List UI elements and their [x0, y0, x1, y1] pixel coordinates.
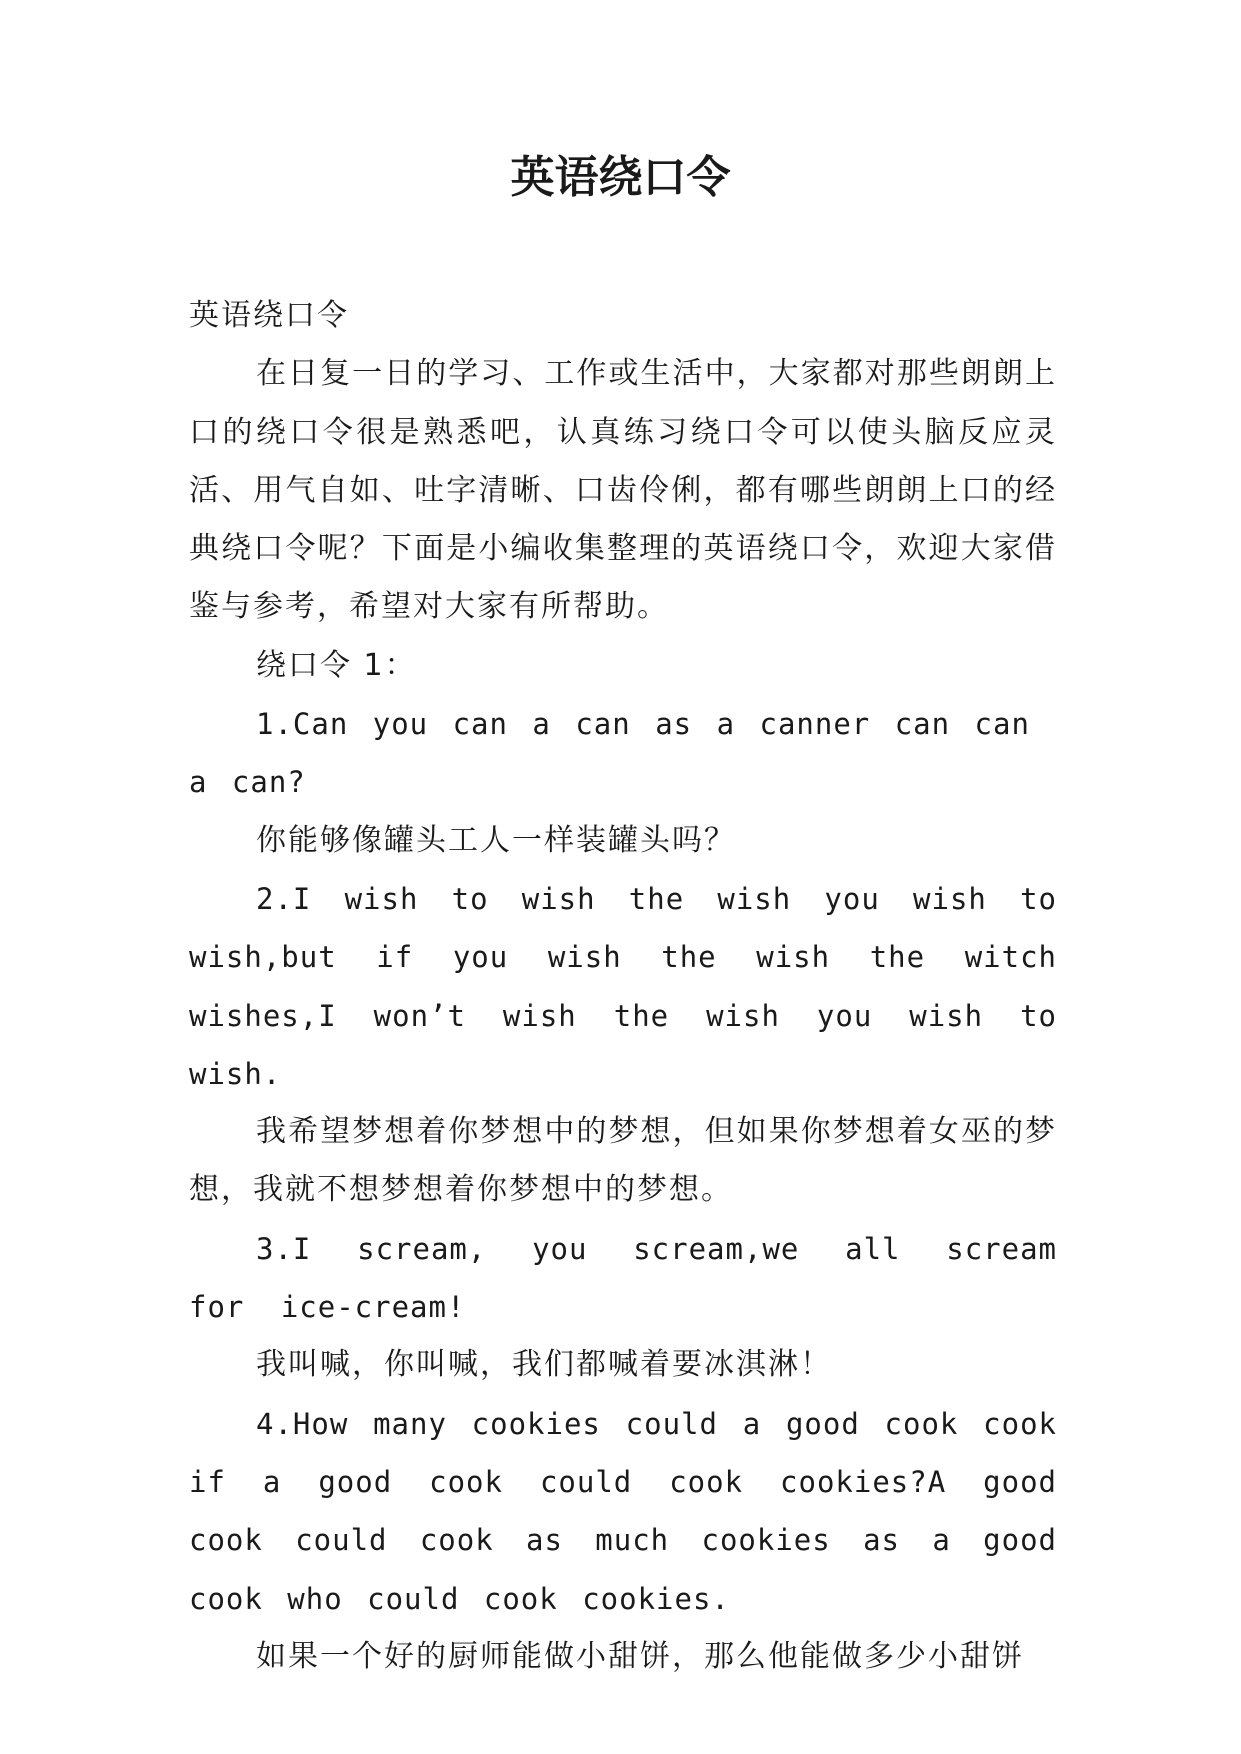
tongue-twister-3-chinese: 我叫喊，你叫喊，我们都喊着要冰淇淋！: [256, 1347, 832, 1383]
document-body: [189, 287, 1057, 1686]
tongue-twister-4-english: 4.How many cookies could a good cook cook if a good cook could cook cookies?A good cook could cook as much cookies as a good cook who could cook cookies.: [189, 1406, 1057, 1616]
tongue-twister-1-chinese: 你能够像罐头工人一样装罐头吗？: [256, 822, 736, 858]
document-subtitle: 英语绕口令: [189, 298, 349, 333]
tongue-twister-2-english: 2.I wish to wish the wish you wish to wish,but if you wish the wish the witch wishes,I won’t wish the wish you wish to wish.: [189, 881, 1057, 1091]
tongue-twister-1-english: 1.Can you can a can as a canner can can a can?: [189, 707, 1030, 800]
section-heading: 绕口令 1：: [256, 647, 417, 683]
tongue-twister-2-chinese: 我希望梦想着你梦想中的梦想，但如果你梦想着女巫的梦想，我就不想梦想着你梦想中的梦想。: [189, 1114, 1057, 1208]
intro-paragraph: 在日复一日的学习、工作或生活中，大家都对那些朗朗上口的绕口令很是熟悉吧，认真练习绕口令可以使头脑反应灵活、用气自如、吐字清晰、口齿伶俐，都有哪些朗朗上口的经典绕口令呢？下面是小编收集整理的英语绕口令，欢迎大家借鉴与参考，希望对大家有所帮助。: [189, 356, 1057, 625]
document-title: 英语绕口令: [510, 152, 731, 203]
tongue-twister-4-chinese: 如果一个好的厨师能做小甜饼，那么他能做多少小甜饼: [256, 1638, 1024, 1674]
tongue-twister-3-english: 3.I scream, you scream,we all scream for ice-cream!: [189, 1231, 1057, 1325]
